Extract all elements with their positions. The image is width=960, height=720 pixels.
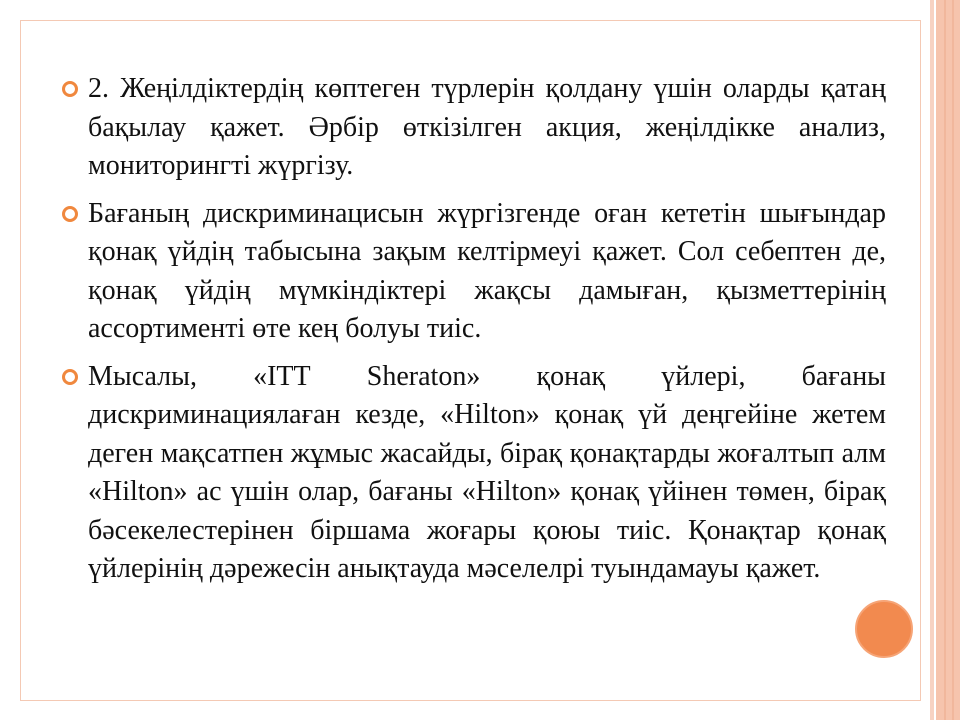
decorative-stripe: [952, 0, 954, 720]
bullet-item: [62, 70, 886, 186]
bullet-item: [62, 195, 886, 349]
frame-left-line: [20, 20, 21, 701]
ring-bullet-icon: [62, 369, 78, 385]
bullet-text: 2. Жеңілдіктердің көптеген түрлерін қолдану үшін оларды қатаң бақылау қажет. Әрбір өткізілген акция, жеңілдікке анализ, мониторингті жүргізу.: [88, 73, 886, 181]
bullet-item: [62, 358, 886, 589]
frame-right-line: [920, 20, 921, 701]
decorative-circle-icon: [855, 600, 913, 658]
decorative-stripe: [930, 0, 934, 720]
slide-content: [62, 70, 886, 598]
decorative-stripe: [944, 0, 946, 720]
ring-bullet-icon: [62, 206, 78, 222]
bullet-text: Бағаның дискриминацисын жүргізгенде оған кететін шығындар қонақ үйдің табысына зақым келтірмеуі қажет. Сол себептен де, қонақ үйдің мүмкіндіктері жақсы дамыған, қызметтерінің ассортименті өте кең болуы тиіс.: [88, 197, 886, 344]
decorative-stripe: [936, 0, 960, 720]
frame-bottom-line: [20, 700, 920, 701]
bullet-text: Мысалы, «ІТТ Sheraton» қонақ үйлері, бағаны дискриминациялаған кезде, «Hilton» қонақ үй деңгейіне жетем деген мақсатпен жұмыс жасайды, бірақ қонақтарды жоғалтып алм «Hilton» ас үшін олар, бағаны «Hilton» қонақ үйінен төмен, бірақ бәсекелестерінен біршама жоғары қоюы тиіс. Қонақтар қонақ үйлерінің дәрежесін анықтауда мәселелрі туындамауы қажет.: [88, 360, 886, 584]
ring-bullet-icon: [62, 81, 78, 97]
frame-top-line: [20, 20, 920, 21]
